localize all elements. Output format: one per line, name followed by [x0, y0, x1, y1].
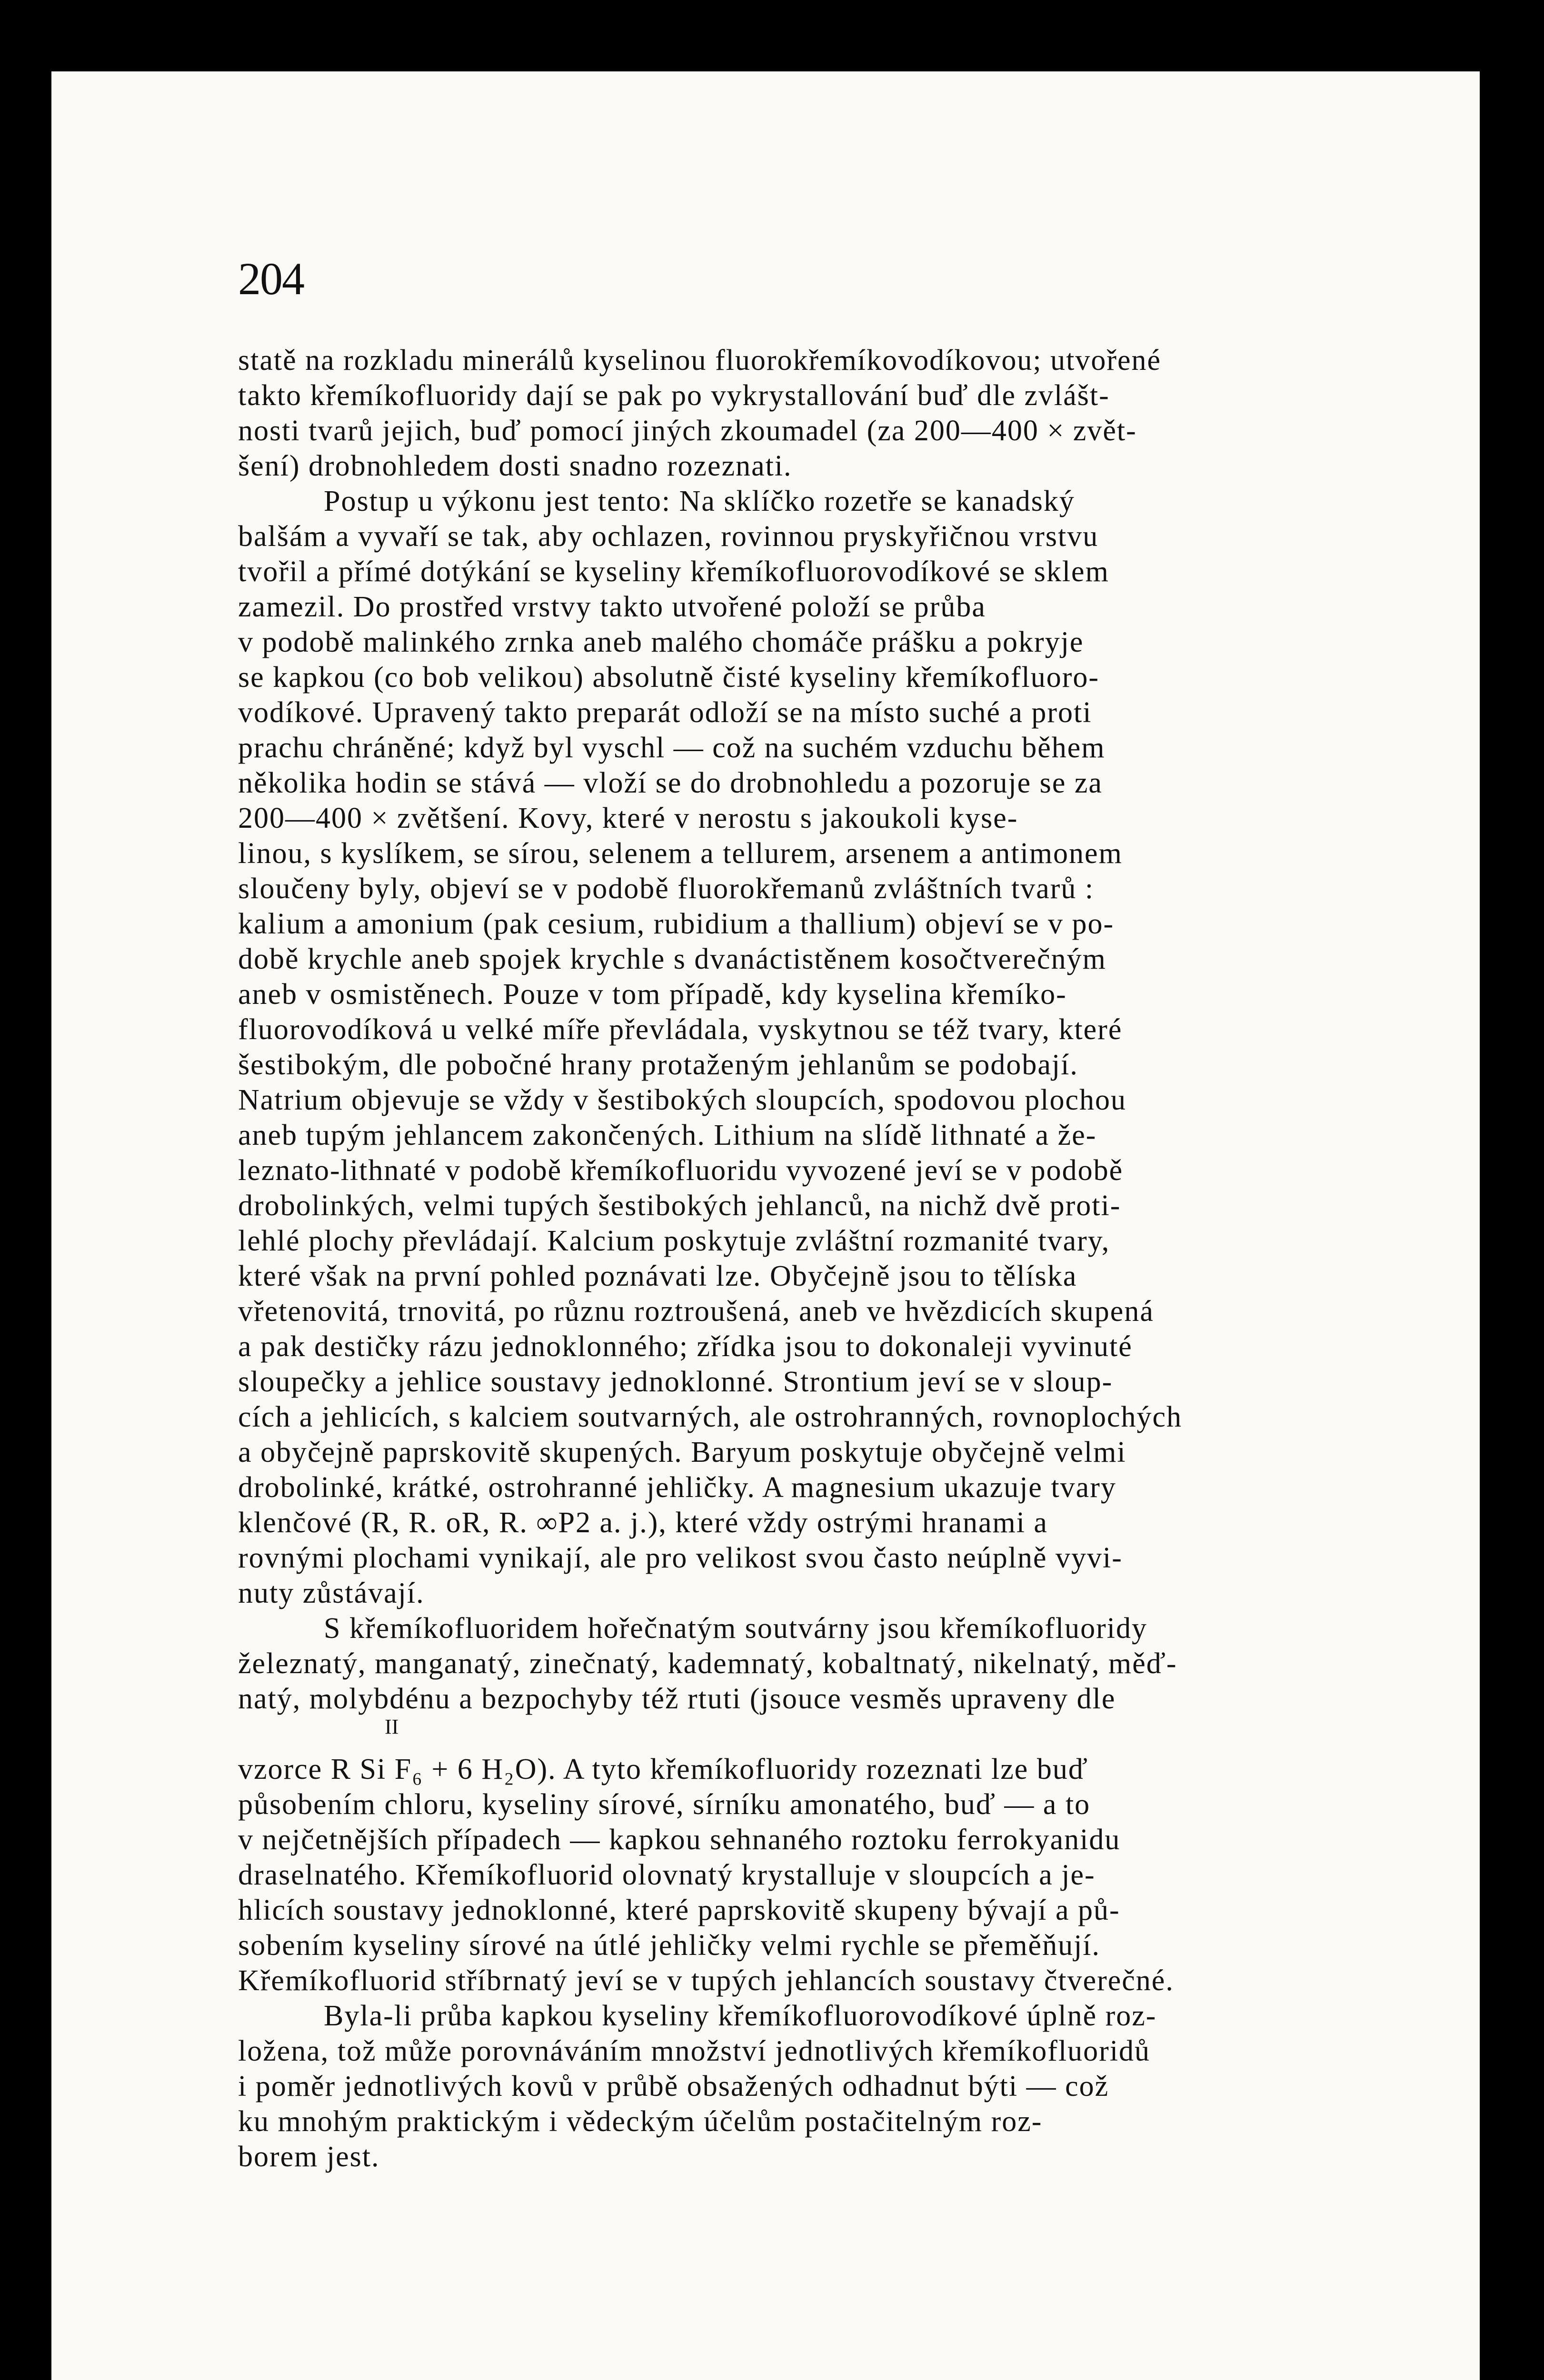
text-line: v podobě malinkého zrnka aneb malého chomáče prášku a pokryje: [238, 626, 1084, 658]
text-line: vodíkové. Upravený takto preparát odloží se na místo suché a proti: [238, 696, 1092, 729]
text-line: působením chloru, kyseliny sírové, sírníku amonatého, buď — a to: [238, 1788, 1091, 1821]
text-line: hlicích soustavy jednoklonné, které paprskovitě skupeny bývají a pů-: [238, 1894, 1120, 1926]
text-line: Postup u výkonu jest tento: Na sklíčko rozetře se kanadský: [324, 485, 1075, 517]
text-line: Natrium objevuje se vždy v šestibokých sloupcích, spodovou plochou: [238, 1084, 1127, 1116]
formula-text: vzorce R Si F₆ + 6 H₂O). A tyto křemíkofluoridy rozeznati lze buď: [238, 1753, 1088, 1785]
text-line: rovnými plochami vynikají, ale pro velikost svou často neúplně vyvi-: [238, 1542, 1123, 1574]
text-line: drobolinkých, velmi tupých šestibokých jehlanců, na nichž dvě proti-: [238, 1190, 1121, 1222]
text-line: se kapkou (co bob velikou) absolutně čisté kyseliny křemíkofluoro-: [238, 661, 1100, 694]
text-line: době krychle aneb spojek krychle s dvanáctistěnem kosočtverečným: [238, 943, 1106, 975]
text-line: cích a jehlicích, s kalciem soutvarných, ale ostrohranných, rovnoplochých: [238, 1401, 1182, 1433]
text-line: několika hodin se stává — vloží se do drobnohledu a pozoruje se za: [238, 767, 1103, 799]
formula-line: [238, 1716, 1394, 1787]
text-line: nuty zůstávají.: [238, 1577, 425, 1609]
text-line: natý, molybdénu a bezpochyby též rtuti (jsouce vesměs upraveny dle: [238, 1683, 1116, 1715]
text-line: železnatý, manganatý, zinečnatý, kademnatý, kobaltnatý, nikelnatý, měď-: [238, 1647, 1177, 1680]
text-line: borem jest.: [238, 2141, 380, 2173]
text-line: prachu chráněné; když byl vyschl — což na suchém vzduchu během: [238, 732, 1106, 764]
text-line: leznato-lithnaté v podobě křemíkofluoridu vyvozené jeví se v podobě: [238, 1154, 1124, 1187]
text-line: ložena, tož může porovnáváním množství jednotlivých křemíkofluoridů: [238, 2035, 1151, 2067]
paragraph-lines-before-formula: [238, 343, 1394, 1716]
text-line: 200—400 × zvětšení. Kovy, které v nerostu s jakoukoli kyse-: [238, 802, 1018, 834]
text-line: draselnatého. Křemíkofluorid olovnatý krystalluje v sloupcích a je-: [238, 1859, 1096, 1891]
text-line: linou, s kyslíkem, se sírou, selenem a tellurem, arsenem a antimonem: [238, 837, 1123, 870]
text-line: a obyčejně paprskovitě skupených. Baryum poskytuje obyčejně velmi: [238, 1436, 1126, 1468]
text-line: fluorovodíková u velké míře převládala, vyskytnou se též tvary, které: [238, 1013, 1123, 1046]
text-line: sloučeny byly, objeví se v podobě fluorokřemanů zvláštních tvarů :: [238, 873, 1095, 905]
text-line: šení) drobnohledem dosti snadno rozeznati.: [238, 450, 792, 482]
text-line: aneb tupým jehlancem zakončených. Lithium na slídě lithnaté a že-: [238, 1119, 1097, 1151]
text-line: S křemíkofluoridem hořečnatým soutvárny jsou křemíkofluoridy: [324, 1612, 1147, 1645]
text-line: zamezil. Do prostřed vrstvy takto utvořené položí se průba: [238, 591, 986, 623]
text-line: sobením kyseliny sírové na útlé jehličky velmi rychle se přeměňují.: [238, 1929, 1101, 1962]
text-line: aneb v osmistěnech. Pouze v tom případě, kdy kyselina křemíko-: [238, 978, 1067, 1011]
text-line: vřetenovitá, trnovitá, po různu roztroušená, aneb ve hvězdicích skupená: [238, 1295, 1154, 1328]
text-line: Křemíkofluorid stříbrnatý jeví se v tupých jehlancích soustavy čtverečné.: [238, 1964, 1174, 1997]
page-number: 204: [238, 253, 304, 304]
text-line: a pak destičky rázu jednoklonného; zřídka jsou to dokonaleji vyvinuté: [238, 1330, 1133, 1363]
formula-overscript: II: [385, 1715, 399, 1738]
text-line: i poměr jednotlivých kovů v průbě obsažených odhadnut býti — což: [238, 2070, 1109, 2102]
text-line: sloupečky a jehlice soustavy jednoklonné. Strontium jeví se v sloup-: [238, 1366, 1113, 1398]
text-line: statě na rozkladu minerálů kyselinou fluorokřemíkovodíkovou; utvořené: [238, 344, 1161, 377]
body-text: [238, 343, 1394, 2174]
paragraph-lines-after-formula: [238, 1787, 1394, 2174]
text-line: lehlé plochy převládají. Kalcium poskytuje zvláštní rozmanité tvary,: [238, 1225, 1110, 1257]
scanned-page: [51, 71, 1480, 2380]
text-line: tvořil a přímé dotýkání se kyseliny křemíkofluorovodíkové se sklem: [238, 555, 1109, 588]
text-line: takto křemíkofluoridy dají se pak po vykrystallování buď dle zvlášt-: [238, 379, 1110, 412]
text-line: které však na první pohled poznávati lze. Obyčejně jsou to tělíska: [238, 1260, 1077, 1292]
text-line: nosti tvarů jejich, buď pomocí jiných zkoumadel (za 200—400 × zvět-: [238, 415, 1137, 447]
text-line: v nejčetnějších případech — kapkou sehnaného roztoku ferrokyanidu: [238, 1824, 1121, 1856]
text-line: ku mnohým praktickým i vědeckým účelům postačitelným roz-: [238, 2105, 1043, 2138]
text-line: Byla-li průba kapkou kyseliny křemíkofluorovodíkové úplně roz-: [324, 2000, 1157, 2032]
text-line: kalium a amonium (pak cesium, rubidium a thallium) objeví se v po-: [238, 908, 1115, 940]
text-line: balšám a vyvaří se tak, aby ochlazen, rovinnou pryskyřičnou vrstvu: [238, 520, 1099, 553]
text-line: klenčové (R, R. oR, R. ∞P2 a. j.), které vždy ostrými hranami a: [238, 1507, 1048, 1539]
text-line: šestibokým, dle pobočné hrany protaženým jehlanům se podobají.: [238, 1049, 1078, 1081]
text-line: drobolinké, krátké, ostrohranné jehličky. A magnesium ukazuje tvary: [238, 1471, 1116, 1504]
